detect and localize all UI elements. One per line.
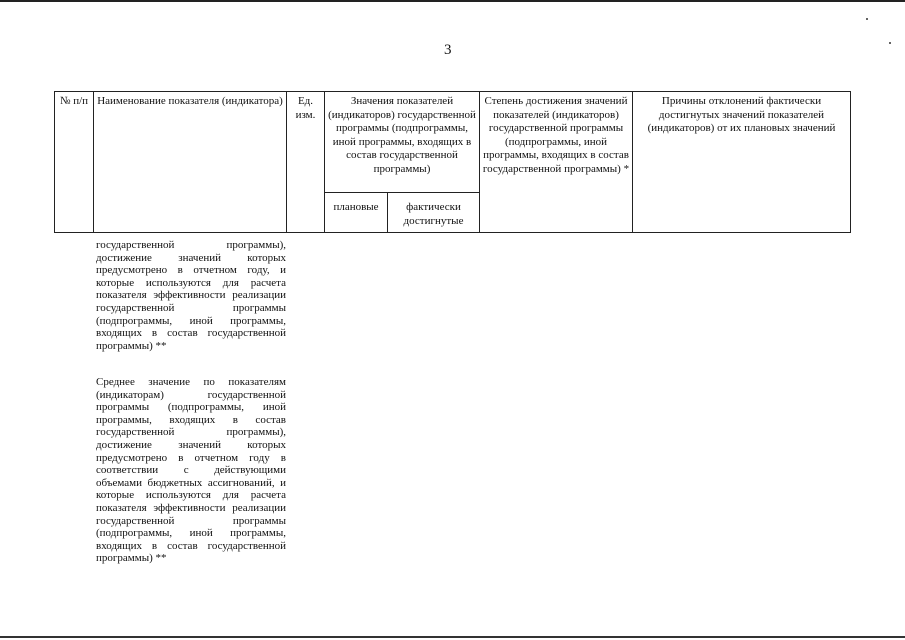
top-border-line [0, 0, 905, 2]
page-number: 3 [444, 42, 452, 58]
bottom-border-line [0, 636, 905, 638]
col-reasons-header: Причины отклонений фактически достигнутых значений показателей (индикаторов) от их плановых значений [633, 92, 851, 233]
indicator-text-paragraph: Среднее значение по показателям (индикаторам) государственной программы (подпрограммы, иной программы, входящих в состав государственной программы), достижение значений которых предусмотрено в отчетном году в соответствии с действующими объемами бюджетных ассигнований, и которые используются для расчета показателя эффективности реализации государственной программы (подпрограммы, иной программы, входящих в состав государственной программы) ** [96, 376, 286, 565]
col-degree-header: Степень достижения значений показателей (индикаторов) государственной программы (подпрограммы, иной программы, входящих в состав государственной программы) * [480, 92, 633, 233]
col-unit-header: Ед. изм. [287, 92, 325, 233]
col-values-header: Значения показателей (индикаторов) государственной программы (подпрограммы, иной программы, входящих в состав государственной программы) [325, 92, 480, 193]
scan-speck [866, 18, 868, 20]
col-name-header: Наименование показателя (индикатора) [94, 92, 287, 233]
indicator-text-paragraph: государственной программы), достижение значений которых предусмотрено в отчетном году, и которые используются для расчета показателя эффективности реализации государственной программы (подпрограммы, иной программы, входящих в состав государственной программы) ** [96, 239, 286, 352]
indicator-table-header [54, 91, 851, 233]
col-values-actual-header: фактически достигнутые [388, 193, 480, 233]
col-values-planned-header: плановые [325, 193, 388, 233]
col-number-header: № п/п [55, 92, 94, 233]
scan-speck [889, 42, 891, 44]
